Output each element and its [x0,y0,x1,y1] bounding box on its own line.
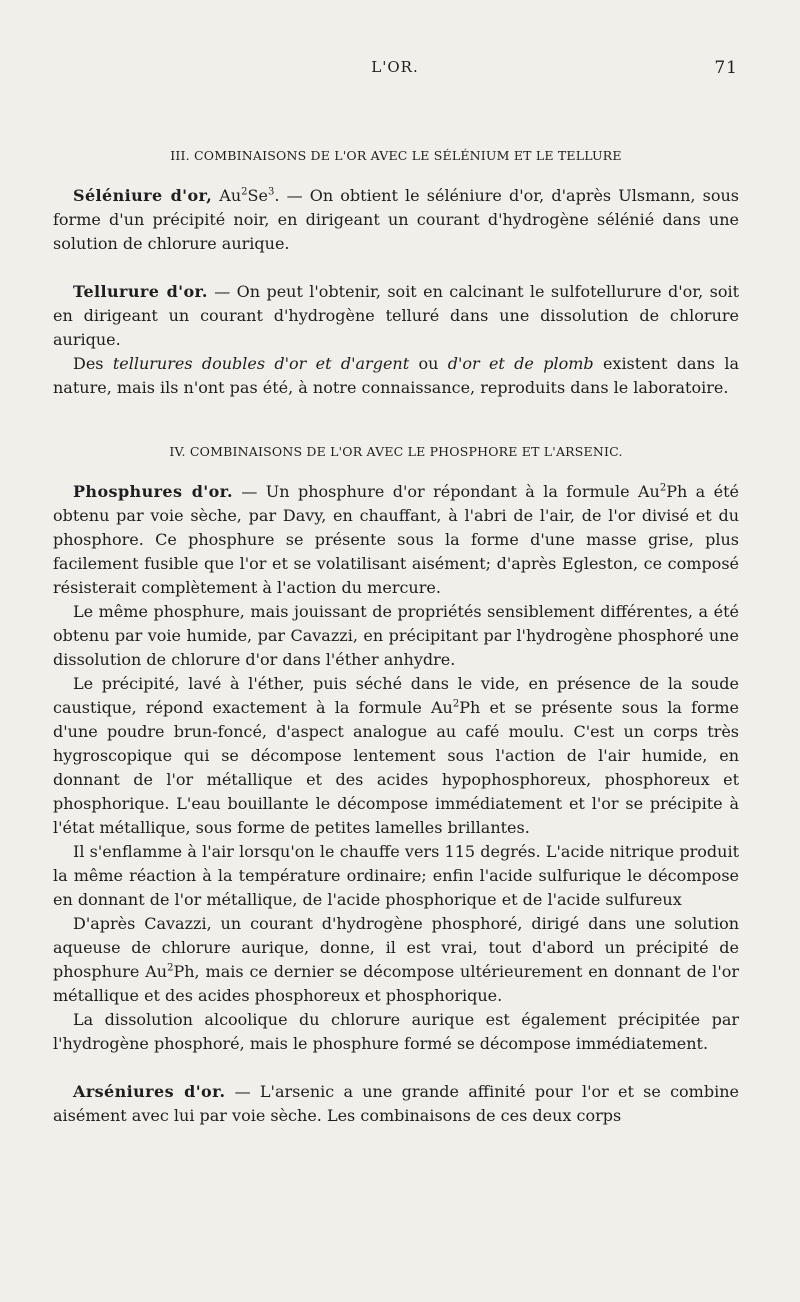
paragraph-text: Le même phosphure, mais jouissant de propriétés sensiblement différentes, a été obtenu par voie humide, par Cavazzi, en précipitant par l'hydrogène phosphoré une dissolution de chlorure d'or dans l'éther anhydre. [53,602,739,669]
paragraph-text: Ph a été obtenu par voie sèche, par Davy, en chauffant, à l'abri de l'air, de l'or divisé et du phosphore. Ce phosphure se présente sous la forme d'une masse grise, plus facilement fusible que l'or et se volatilisant aisément; d'après Egleston, ce composé résisterait complètement à l'action du mercure. [53,482,739,597]
paragraph-selenide [53,184,739,256]
formula-part: Au [212,186,242,205]
formula-part: Se [247,186,268,205]
paragraph-telluride [53,280,739,352]
paragraph-ignition [53,840,739,912]
paragraph-text: Il s'enflamme à l'air lorsqu'on le chauffe vers 115 degrés. L'acide nitrique produit la même réaction à la température ordinaire; enfin l'acide sulfurique le décompose en donnant de l'or métallique, de l'acide phosphorique et de l'acide sulfureux [53,842,739,909]
paragraph-text: Des [73,354,113,373]
formula-superscript: 3 [267,186,275,198]
paragraph-text: D'après Cavazzi, un courant d'hydrogène phosphoré, dirigé dans une solution aqueuse de chlorure aurique, donne, il est vrai, tout d'abord un précipité de phosphure Au [53,914,739,981]
section-title-phosphorus-arsenic: IV. COMBINAISONS DE L'OR AVEC LE PHOSPHORE ET L'ARSENIC. [169,444,623,459]
paragraph-wet-method [53,600,739,672]
paragraph-alcoholic-solution [53,1008,739,1056]
paragraph-italic: d'or et de plomb [447,354,594,373]
paragraph-lead: Tellurure d'or. [73,282,208,301]
formula-superscript: 2 [659,482,667,494]
page-number: 71 [714,58,738,78]
formula-superscript: 2 [452,698,460,710]
paragraph-text: ou [409,354,448,373]
running-header [52,58,738,82]
paragraph-text: La dissolution alcoolique du chlorure aurique est également précipitée par l'hydrogène phosphoré, mais le phosphure formé se décompose immédiatement. [53,1010,739,1053]
paragraph-precipitate [53,672,739,840]
paragraph-text: Ph, mais ce dernier se décompose ultérieurement en donnant de l'or métallique et des acides phosphoreux et phosphorique. [53,962,739,1005]
paragraph-text: — On peut l'obtenir, soit en calcinant le sulfotellurure d'or, soit en dirigeant un courant d'hydrogène telluré dans une dissolution de chlorure aurique. [53,282,739,349]
paragraph-text: Le précipité, lavé à l'éther, puis séché dans le vide, en présence de la soude caustique, répond exactement à la formule Au [53,674,739,717]
paragraph-lead: Phosphures d'or. [73,482,233,501]
paragraph-double-tellurides [53,352,739,400]
formula-superscript: 2 [241,186,248,198]
running-title: L'OR. [371,58,419,76]
section-title-selenium-tellurium: III. COMBINAISONS DE L'OR AVEC LE SÉLÉNIUM ET LE TELLURE [170,148,622,163]
paragraph-lead: Séléniure d'or, [73,186,213,205]
paragraph-text: — Un phosphure d'or répondant à la formule Au [233,482,660,501]
paragraph-text: . — On obtient le séléniure d'or, d'après Ulsmann, sous forme d'un précipité noir, en dirigeant un courant d'hydrogène sélénié dans une solution de chlorure aurique. [53,186,739,253]
paragraph-italic: tellurures doubles d'or et d'argent [112,354,410,373]
paragraph-text: Ph et se présente sous la forme d'une poudre brun-foncé, d'aspect analogue au café moulu. C'est un corps très hygroscopique qui se décompose lentement sous l'action de l'air humide, en donnant de l'or métallique et des acides hypophosphoreux, phosphoreux et phosphorique. L'eau bouillante le décompose immédiatement et l'or se précipite à l'état métallique, sous forme de petites lamelles brillantes. [53,698,739,837]
paragraph-text: — L'arsenic a une grande affinité pour l'or et se combine aisément avec lui par voie sèche. Les combinaisons de ces deux corps [53,1082,739,1125]
paragraph-arsenides [53,1080,739,1128]
paragraph-text: existent dans la nature, mais ils n'ont pas été, à notre connaissance, reproduits dans le laboratoire. [53,354,739,397]
paragraph-phosphides [53,480,739,600]
formula-superscript: 2 [167,962,174,974]
page-body [53,146,739,1128]
paragraph-cavazzi [53,912,739,1008]
paragraph-lead: Arséniures d'or. [73,1082,226,1101]
